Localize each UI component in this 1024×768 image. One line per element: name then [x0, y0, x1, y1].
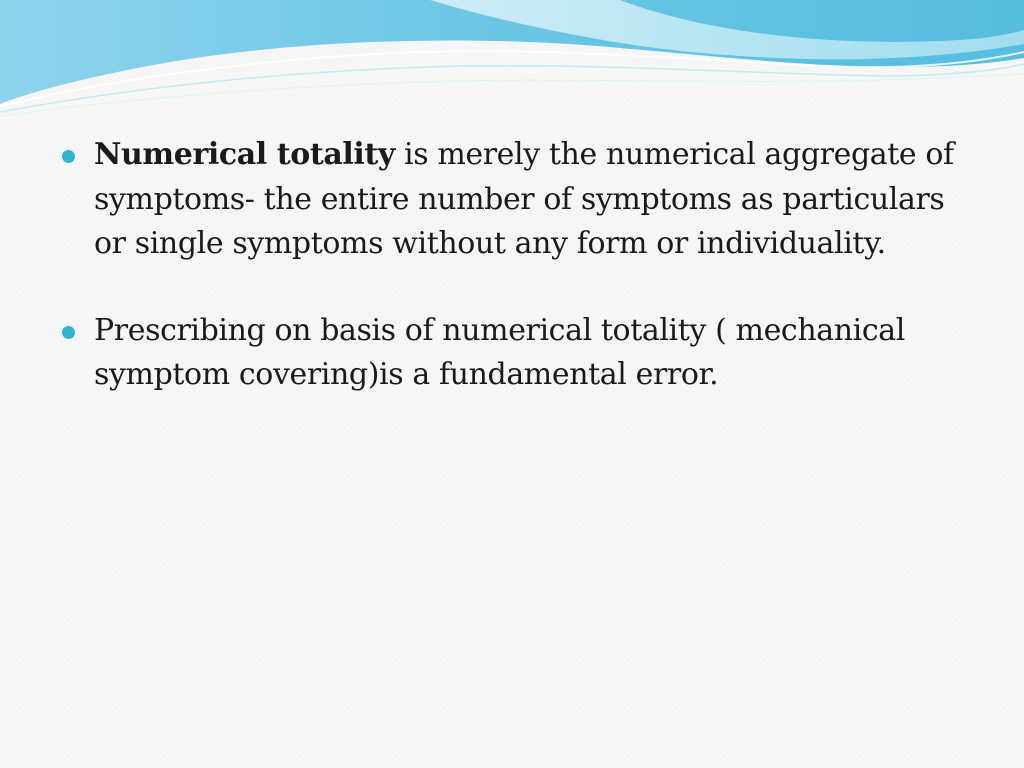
bullet-text: is merely the numerical aggregate of symptoms- the entire number of symptoms as particulars or single symptoms without any form or individuality. — [94, 137, 954, 261]
bullet-item-prescribing — [62, 309, 982, 398]
bullet-dot-icon — [62, 150, 75, 163]
bullet-text: Prescribing on basis of numerical totality ( mechanical symptom covering)is a fundamental error. — [94, 312, 905, 392]
wave-line-3 — [0, 74, 1024, 116]
bullet-item-numerical-totality — [62, 133, 982, 267]
header-wave-decoration — [0, 0, 1024, 120]
bullet-dot-icon — [62, 326, 75, 339]
bullet-term: Numerical totality — [94, 137, 395, 172]
wave-line-2 — [0, 64, 1024, 112]
slide-content — [62, 133, 982, 440]
